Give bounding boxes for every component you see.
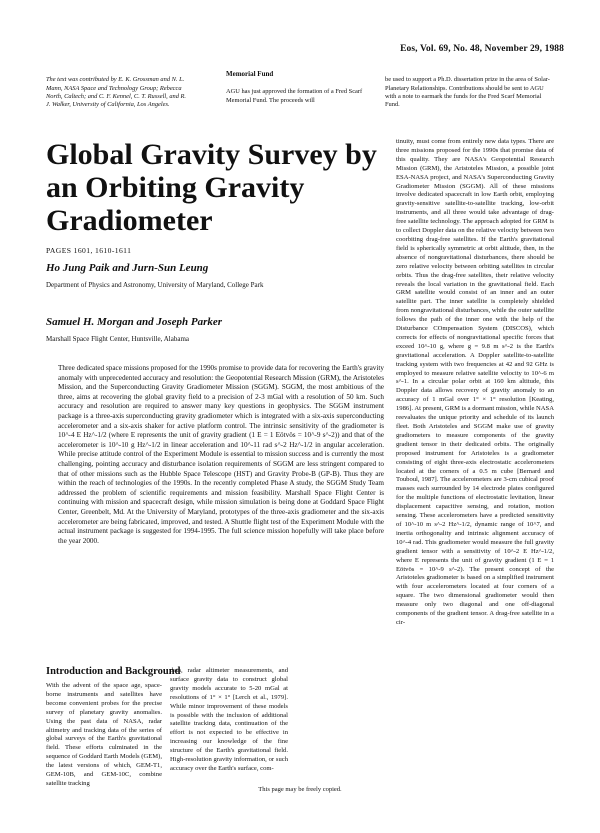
section-heading: Introduction and Background bbox=[46, 666, 181, 677]
journal-header: Eos, Vol. 69, No. 48, November 29, 1988 bbox=[400, 44, 564, 54]
authors-secondary: Samuel H. Morgan and Joseph Parker bbox=[46, 316, 223, 328]
memorial-fund-text: AGU has just approved the formation of a Fred Scarf Memorial Fund. The proceeds will bbox=[226, 88, 363, 104]
page-range: PAGES 1601, 1610-1611 bbox=[46, 246, 132, 255]
article-title: Global Gravity Survey by an Orbiting Gravity Gradiometer bbox=[46, 138, 377, 237]
abstract: Three dedicated space missions proposed for the 1990s promise to provide data for recovering the Earth's gravity anomaly with unprecedented accuracy and resolution: the Geopotential Research Mission (GRM), the Aristoteles Mission, and the Superconducting Gravity Gradiometer Mission (SGGM). SGGM, the most ambitious of the three, aims at recovering the global gravity field to a precision of 2-3 mGal with a resolution of 50 km. Such accuracy and resolution are required to answer many key questions in geophysics. The SGGM instrument package is a three-axis superconducting gravity gradiometer which is integrated with a six-axis superconducting accelerometer and a six-axis shaker for active platform control. The intrinsic sensitivity of the gradiometer is 10^-4 E Hz^-1/2 (where E represents the unit of gravity gradient (1 E = 1 Eötvös = 10^-9 s^-2)) and that of the accelerometer is 10^-10 g Hz^-1/2 in linear acceleration and 10^-11 rad s^-2 Hz^-1/2 in angular acceleration. While precise attitude control of the Experiment Module is essential to mission success and is currently the most challenging, pointing accuracy and disturbance isolation requirements of SGGM are less stringent compared to that of other missions such as the Hubble Space Telescope (HST) and Gravity Probe-B (GP-B). Thus they are within the reach of technologies of the 1990s. In the recently completed Phase A study, the SGGM Study Team addressed the problem of scientific requirements and mission feasibility. Marshall Space Flight Center is continuing with mission and spacecraft design, while mission simulation is being done at Goddard Space Flight Center, Greenbelt, Md. At the University of Maryland, prototypes of the three-axis gradiometer and the six-axis accelerometer are being fabricated, improved, and tested. A Shuttle flight test of the Experiment Module with the actual instrument package is suggested for 1994-1995. The full science mission hopefully will take place before the year 2000. bbox=[58, 364, 384, 545]
authors-primary: Ho Jung Paik and Jurn-Sun Leung bbox=[46, 262, 209, 274]
affiliation-primary: Department of Physics and Astronomy, University of Maryland, College Park bbox=[46, 281, 264, 289]
affiliation-secondary: Marshall Space Flight Center, Huntsville, Alabama bbox=[46, 335, 189, 343]
page-footer: This page may be freely copied. bbox=[258, 786, 342, 793]
memorial-fund-heading: Memorial Fund bbox=[226, 70, 274, 78]
contributor-note: The text was contributed by E. K. Grossman and N. L. Mann, NASA Space and Technology Group; Rebecca North, Caltech; and C. F. Kennel, C. T. Russell, and R. J. Walker, University of California, Los Angeles. bbox=[46, 76, 186, 109]
memorial-fund-column bbox=[226, 70, 366, 105]
body-column-left: With the advent of the space age, space-borne instruments and satellites have become convenient probes for the precise survey of planetary gravity anomalies. Using the past data of NASA, radar altimetry and tracking data of the series of global surveys of the Earth's gravitational field. These efforts culminated in the sequence of Goddard Earth Models (GEM), the latest versions of which, GEM-T1, GEM-10B, and GEM-10C, combine satellite tracking bbox=[46, 682, 162, 787]
body-column-right: tinuity, must come from entirely new data types. There are three missions proposed for the 1990s that promise data of this quality. They are NASA's Geopotential Research Mission (GRM), the Aristoteles Mission, a possible joint ESA-NASA project, and NASA's Superconducting Gravity Gradiometer Mission (SGGM). All of these missions involve dedicated spacecraft in low Earth orbit, employing gravity-sensitive satellite-to-satellite tracking, low-orbit instruments, and all three would take advantage of drag-free satellite technology. The approach adopted for GRM is to collect Doppler data on the relative velocity between two coorbiting drag-free satellites. If the Earth's gravitational field is spherically symmetric at orbit altitude, then, in the absence of nongravitational disturbances, there should be zero relative velocity between orbiting satellites in circular orbits. Thus the drag-free satellites, their relative velocity reveals the local variation in the gravitational field. Each GRM satellite would consist of an inner and an outer satellite part. The inner satellite is completely shielded from nongravitational disturbances, while the outer satellite follows the path of the inner one with the help of the Disturbance COmpensation System (DISCOS), which corrects for effects of nongravitational specific forces that exceed 10^-10 g, where g = 9.8 m s^-2 is the Earth's gravitational acceleration. A Doppler satellite-to-satellite tracking system with two frequencies at 42 and 92 GHz is employed to measure relative satellite velocity to 10^-6 m s^-1. In a circular polar orbit at 160 km altitude, this Doppler data allows recovery of gravity anomaly to an accuracy of 1 mGal over 1° × 1° resolution [Keating, 1986]. At present, GRM is a dormant mission, while NASA reevaluates the unique priority and schedule of its launch fleet. Both Aristoteles and SGGM make use of gravity gradiometers to measure components of the gravity gradient tensor in their dedicated orbits. The originally proposed instrument for Aristoteles is a gradiometer consisting of eight three-axis electrostatic accelerometers located at the corners of a 0.5 m cube [Bernard and Touboul, 1987]. The accelerometers are 3-cm cubical proof masses each surrounded by 14 electrode plates configured for the multiple functions of electrostatic levitation, linear displacement capacitive sensing, and rotation, motion sensing. These accelerometers have a predicted sensitivity of 10^-10 m s^-2 Hz^-1/2, dynamic range of 10^7, and inertia orthogonality and intrinsic alignment accuracy of 10^-4 rad. This gradiometer would measure the full gravity gradient tensor with a sensitivity of 10^-2 E Hz^-1/2, where E represents the unit of gravity gradient (1 E = 1 Eötvös = 10^-9 s^-2). The present concept of the Aristoteles gradiometer is based on a simplified instrument with four accelerometers located at four corners of a square. The two dimensional gradiometer would then measure only two diagonal and one off-diagonal components of the gradient tensor. A drag-free satellite in a cir- bbox=[396, 138, 554, 626]
body-column-middle: data, radar altimeter measurements, and surface gravity data to construct global gravity models accurate to 5-20 mGal at resolutions of 1° × 1° [Lerch et al., 1979]. While minor improvement of these models is possible with the inclusion of additional satellite tracking data, continuation of the effort is not expected to be effective in increasing our knowledge of the fine structure of the Earth's gravitational field. High-resolution gravity information, or such accuracy over the Earth's surface, com- bbox=[170, 667, 288, 772]
memorial-fund-continued: be used to support a Ph.D. dissertation prize in the area of Solar-Planetary Relationships. Contributions should be sent to AGU with a note to earmark the funds for the Fred Scarf Memorial Fund. bbox=[385, 76, 550, 109]
